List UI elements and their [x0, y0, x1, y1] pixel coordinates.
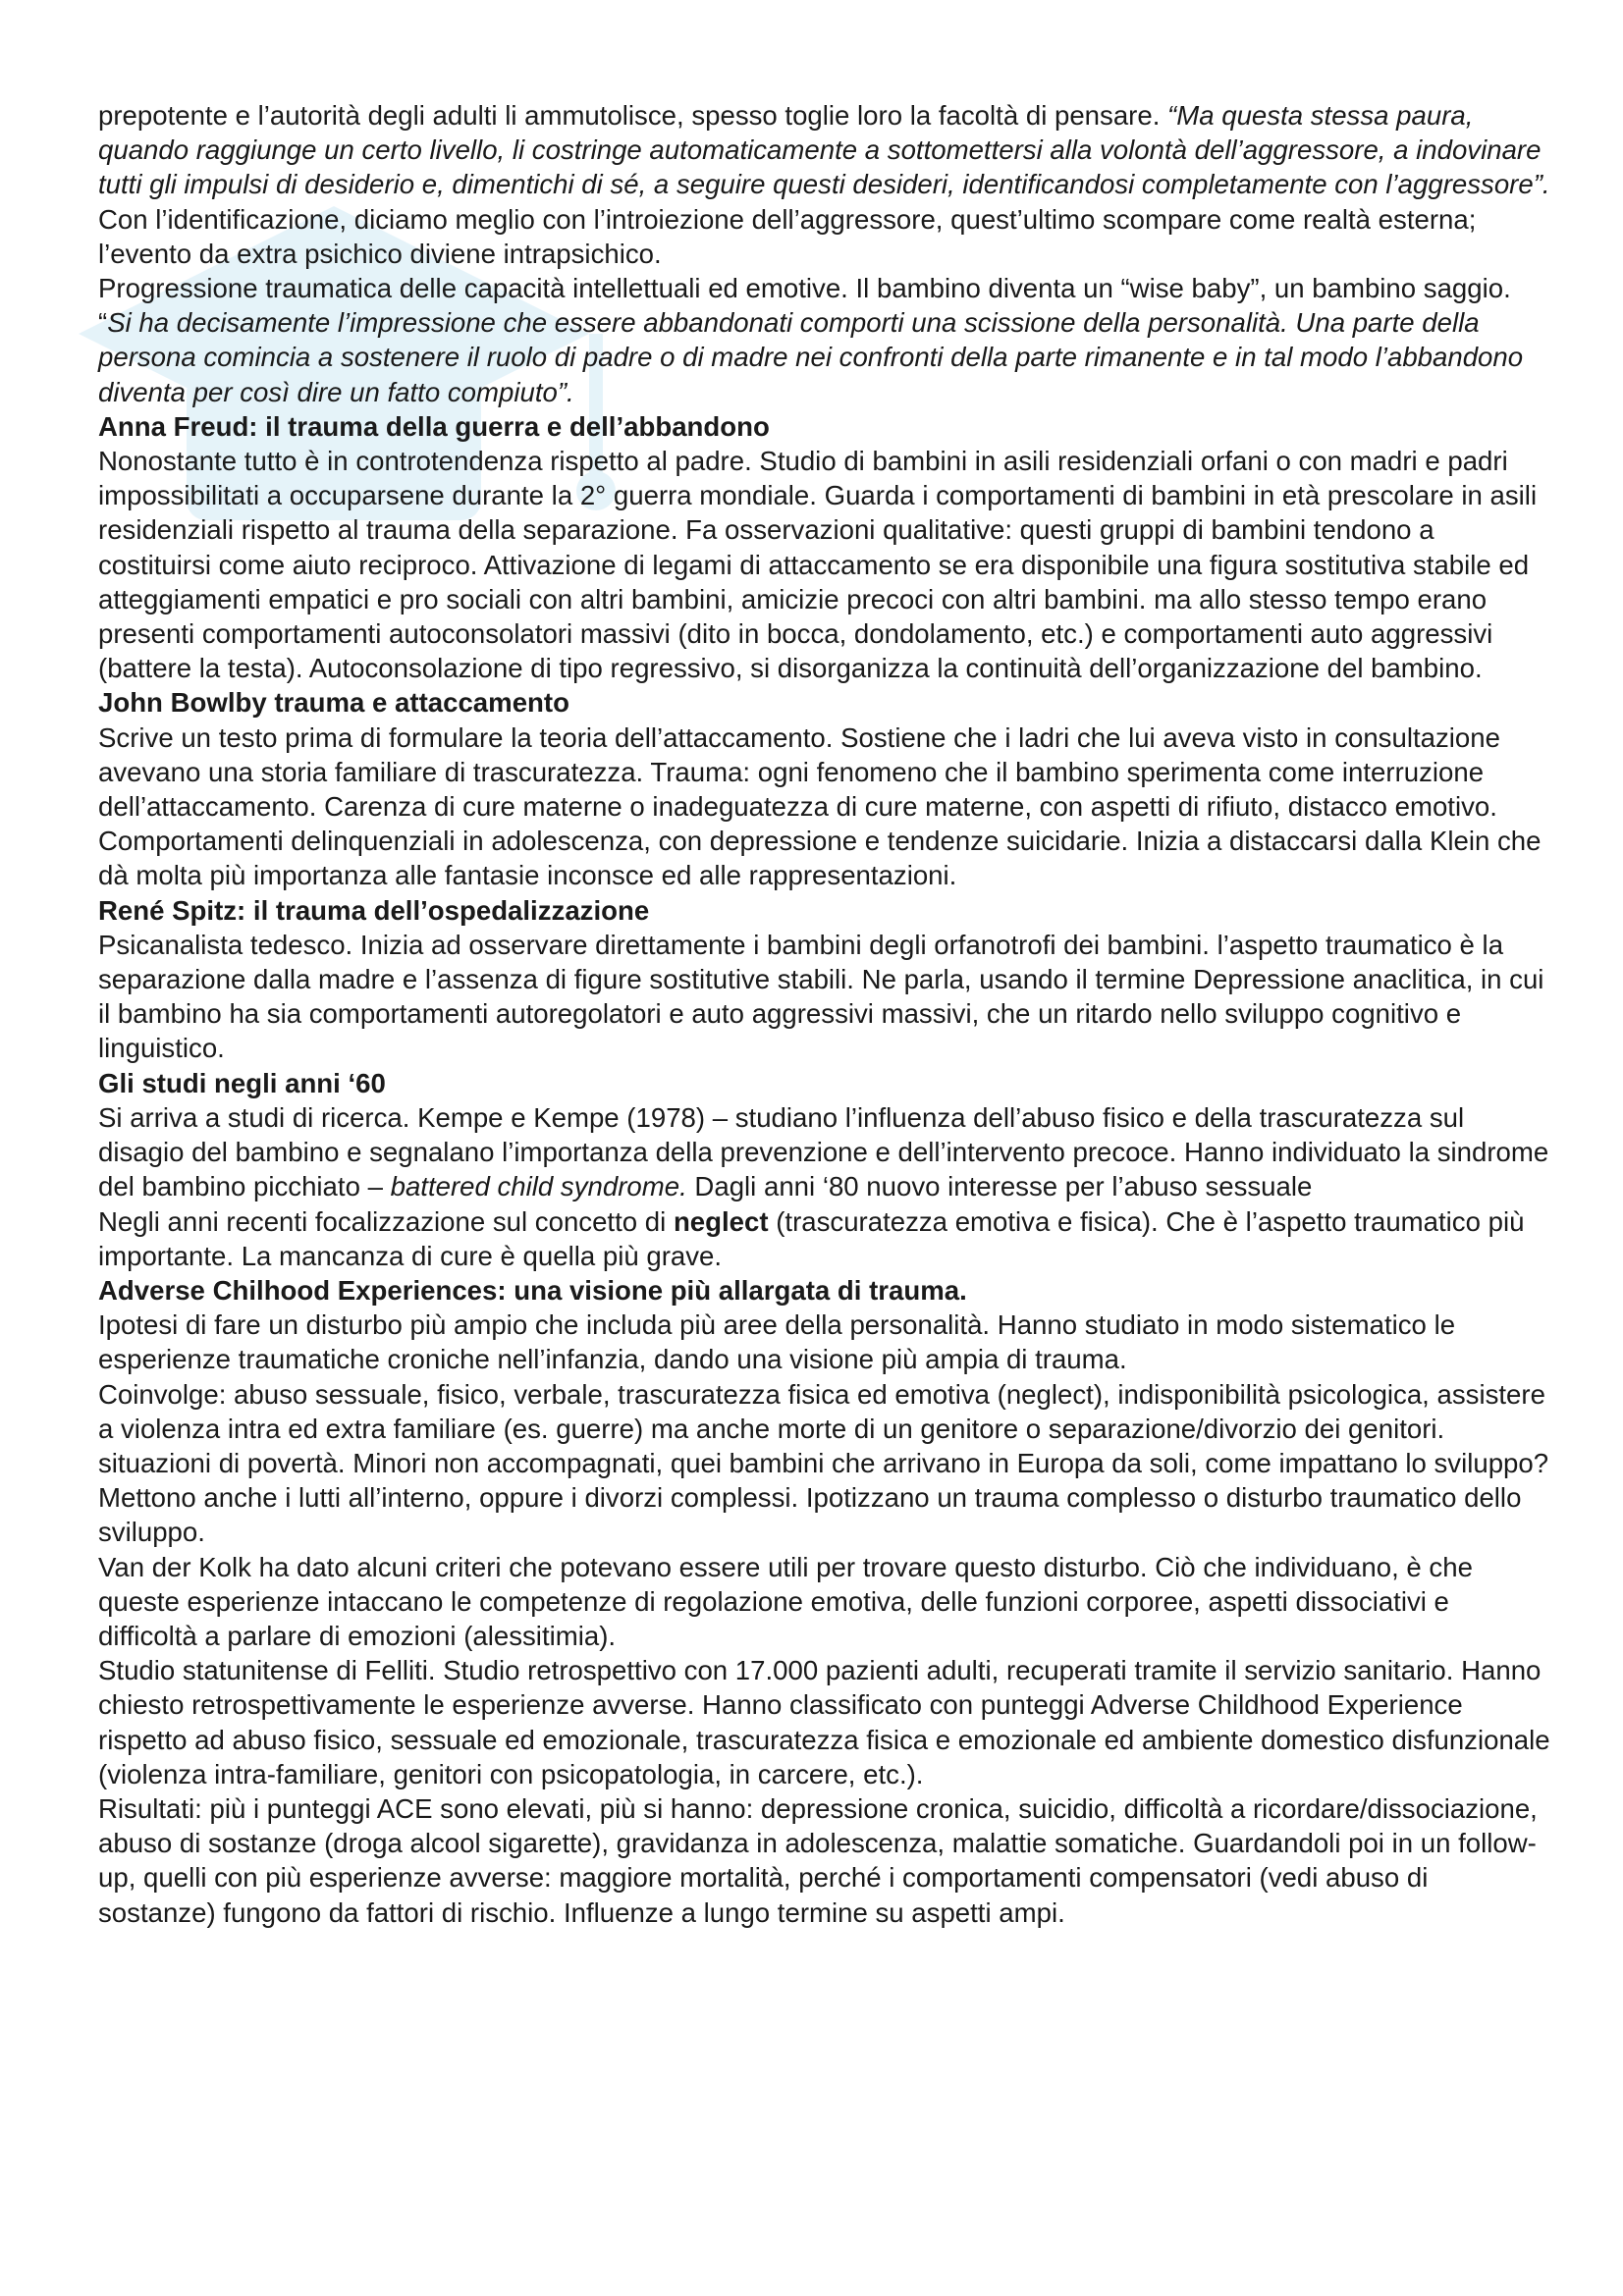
text-run: prepotente e l’autorità degli adulti li ammutolisce, spesso toglie loro la facoltà di pensare. [98, 100, 1168, 131]
text-run: Ipotesi di fare un disturbo più ampio che includa più aree della personalità. Hanno studiato in modo sistematico le esperienze traumatiche croniche nell’infanzia, dando una visione più ampia di trauma. [98, 1309, 1456, 1375]
section-heading [98, 685, 1551, 720]
paragraph [98, 1204, 1551, 1273]
text-run: Van der Kolk ha dato alcuni criteri che potevano essere utili per trovare questo disturbo. Ciò che individuano, è che queste esperienze intaccano le competenze di regolazione emotiva, delle funzioni corporee, aspetti dissociativi e difficoltà a parlare di emozioni (alessitimia). [98, 1551, 1473, 1651]
paragraph [98, 271, 1551, 409]
section-heading [98, 1066, 1551, 1100]
document-page [98, 98, 1551, 1930]
text-run: (trascuratezza emotiva e fisica). Che è l’aspetto traumatico più importante. La mancanza di cure è quella più grave. [98, 1205, 1525, 1271]
text-run: Nonostante tutto è in controtendenza rispetto al padre. Studio di bambini in asili residenziali orfani o con madri e padri impossibilitati a occuparsene durante la 2° guerra mondiale. Guarda i comportamenti di bambini in età prescolare in asili residenziali rispetto al trauma della separazione. Fa osservazioni qualitative: questi gruppi di bambini tendono a costituirsi come aiuto reciproco. Attivazione di legami di attaccamento se era disponibile una figura sostitutiva stabile ed atteggiamenti empatici e pro sociali con altri bambini, amicizie precoci con altri bambini. ma allo stesso tempo erano presenti comportamenti autoconsolatori massivi (dito in bocca, dondolamento, etc.) e comportamenti auto aggressivi (battere la testa). Autoconsolazione di tipo regressivo, si disorganizza la continuità dell’organizzazione del bambino. [98, 446, 1538, 684]
text-run: Con l’identificazione, diciamo meglio con l’introiezione dell’aggressore, quest’ultimo scompare come realtà esterna; l’evento da extra psichico diviene intrapsichico. [98, 203, 1477, 269]
text-run: John Bowlby trauma e attaccamento [98, 687, 569, 719]
text-run: Negli anni recenti focalizzazione sul concetto di [98, 1205, 674, 1237]
section-heading [98, 893, 1551, 928]
italic-text: battered child syndrome. [390, 1171, 687, 1202]
text-run: Anna Freud: il trauma della guerra e dell’abbandono [98, 410, 770, 442]
text-run: Studio statunitense di Felliti. Studio retrospettivo con 17.000 pazienti adulti, recuperati tramite il servizio sanitario. Hanno chiesto retrospettivamente le esperienze avverse. Hanno classificato con punteggi Adverse Childhood Experience rispetto ad abuso fisico, sessuale ed emozionale, trascuratezza fisica e emozionale ed ambiente domestico disfunzionale (violenza intra-familiare, genitori con psicopatologia, in carcere, etc.). [98, 1655, 1550, 1789]
paragraph [98, 721, 1551, 893]
paragraph [98, 928, 1551, 1066]
text-run: Progressione traumatica delle capacità intellettuali ed emotive. Il bambino diventa un “wise baby”, un bambino saggio. “ [98, 273, 1511, 339]
text-run: Psicanalista tedesco. Inizia ad osservare direttamente i bambini degli orfanotrofi dei bambini. l’aspetto traumatico è la separazione dalla madre e l’assenza di figure sostitutive stabili. Ne parla, usando il termine Depressione anaclitica, in cui il bambino ha sia comportamenti autoregolatori e auto aggressivi massivi, che un ritardo nello sviluppo cognitivo e linguistico. [98, 929, 1544, 1064]
text-run: Dagli anni ‘80 nuovo interesse per l’abuso sessuale [686, 1171, 1313, 1202]
text-run: Coinvolge: abuso sessuale, fisico, verbale, trascuratezza fisica ed emotiva (neglect), indisponibilità psicologica, assistere a violenza intra ed extra familiare (es. guerre) ma anche morte di un genitore o separazione/divorzio dei genitori. situazioni di povertà. Minori non accompagnati, quei bambini che arrivano in Europa da soli, come impattano lo sviluppo? Mettono anche i lutti all’interno, oppure i divorzi complessi. Ipotizzano un trauma complesso o disturbo traumatico dello sviluppo. [98, 1378, 1549, 1548]
text-run: Adverse Chilhood Experiences: una visione più allargata di trauma. [98, 1274, 967, 1306]
paragraph [98, 1100, 1551, 1204]
paragraph [98, 98, 1551, 271]
text-run: Si arriva a studi di ricerca. Kempe e Kempe (1978) – studiano l’influenza dell’abuso fisico e della trascuratezza sul disagio del bambino e segnalano l’importanza della prevenzione e dell’intervento precoce. Hanno individuato la sindrome del bambino picchiato – [98, 1101, 1549, 1202]
text-run: Gli studi negli anni ‘60 [98, 1067, 386, 1098]
italic-text: “Ma questa stessa paura, quando raggiunge un certo livello, li costringe automaticamente a sottomettersi alla volontà dell’aggressore, a indovinare tutti gli impulsi di desiderio e, dimentichi di sé, a seguire questi desideri, identificandosi completamente con l’aggressore”. [98, 100, 1550, 200]
text-run: Risultati: più i punteggi ACE sono elevati, più si hanno: depressione cronica, suicidio, difficoltà a ricordare/dissociazione, abuso di sostanze (droga alcool sigarette), gravidanza in adolescenza, malattie somatiche. Guardandoli poi in un follow-up, quelli con più esperienze avverse: maggiore mortalità, perché i comportamenti compensatori (vedi abuso di sostanze) fungono da fattori di rischio. Influenze a lungo termine su aspetti ampi. [98, 1792, 1538, 1928]
section-heading [98, 1273, 1551, 1308]
paragraph [98, 1653, 1551, 1791]
text-run: Scrive un testo prima di formulare la teoria dell’attaccamento. Sostiene che i ladri che lui aveva visto in consultazione avevano una storia familiare di trascuratezza. Trauma: ogni fenomeno che il bambino sperimenta come interruzione dell’attaccamento. Carenza di cure materne o inadeguatezza di cure materne, con aspetti di rifiuto, distacco emotivo. Comportamenti delinquenziali in adolescenza, con depressione e tendenze suicidarie. Inizia a distaccarsi dalla Klein che dà molta più importanza alle fantasie inconsce ed alle rappresentazioni. [98, 721, 1542, 891]
paragraph [98, 1377, 1551, 1550]
bold-term: neglect [673, 1205, 769, 1237]
paragraph [98, 1550, 1551, 1654]
text-run: René Spitz: il trauma dell’ospedalizzazione [98, 894, 650, 926]
paragraph [98, 1791, 1551, 1930]
paragraph [98, 444, 1551, 685]
paragraph [98, 1308, 1551, 1376]
italic-text: Si ha decisamente l’impressione che essere abbandonati comporti una scissione della personalità. Una parte della persona comincia a sostenere il ruolo di padre o di madre nei confronti della parte rimanente e in tal modo l’abbandono diventa per così dire un fatto compiuto”. [98, 307, 1524, 407]
section-heading [98, 409, 1551, 444]
